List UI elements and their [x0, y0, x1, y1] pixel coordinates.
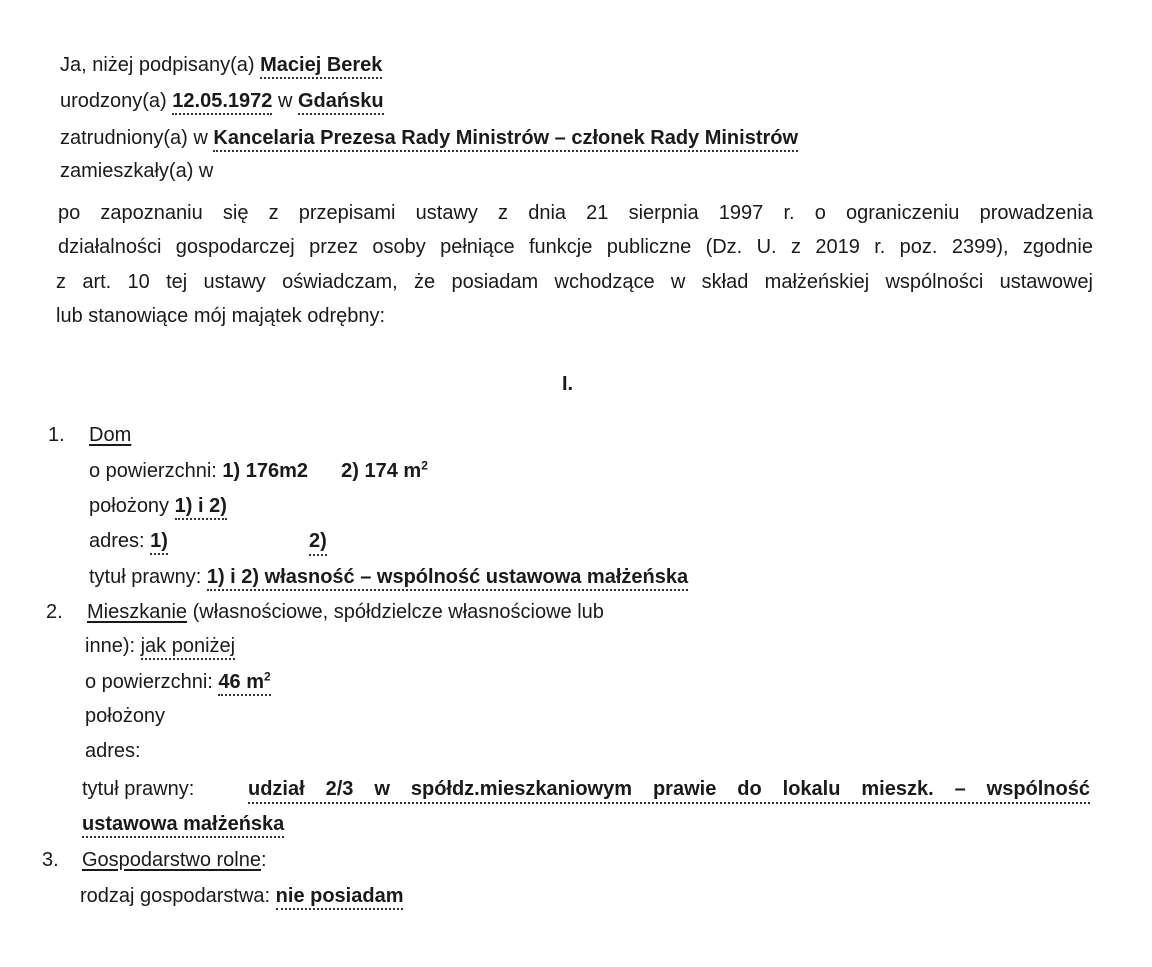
- item-2-title: Mieszkanie: [87, 601, 188, 623]
- declarant-name: Maciej Berek: [260, 54, 382, 79]
- item-2-title-value-2: ustawowa małżeńska: [82, 813, 284, 838]
- item-1-area-label: o powierzchni:: [89, 460, 217, 482]
- name-label: Ja, niżej podpisany(a): [60, 54, 255, 76]
- item-1-title-line: [89, 565, 688, 589]
- item-2-area-label: o powierzchni:: [85, 671, 213, 693]
- intro-line-2: działalności gospodarczej przez osoby pełniące funkcje publiczne (Dz. U. z 2019 r. poz. 2399), zgodnie: [58, 236, 1093, 258]
- item-2-title-rest: (własnościowe, spółdzielcze własnościowe lub: [192, 601, 604, 623]
- residence-label: zamieszkały(a) w: [60, 160, 214, 182]
- item-2-area-value: 46 $m^2$: [218, 671, 270, 696]
- item-1-title-value: 1) i 2) własność – wspólność ustawowa małżeńska: [207, 566, 688, 591]
- intro-line-3: z art. 10 tej ustawy oświadczam, że posiadam wchodzące w skład małżeńskiej wspólności ustawowej: [56, 271, 1093, 293]
- name-line: [60, 53, 382, 77]
- item-2-title-line-2: [82, 812, 284, 836]
- born-in-label: w: [277, 90, 293, 112]
- item-3-heading: Gospodarstwo rolne:: [82, 849, 267, 871]
- item-1-area-1: 1) 176m2: [222, 460, 309, 482]
- item-1-address-line: [89, 529, 168, 553]
- item-1-title-label: tytuł prawny:: [89, 566, 202, 588]
- item-2-area-line: [85, 670, 271, 694]
- item-2-address-label: adres:: [85, 740, 141, 762]
- section-title: I.: [562, 373, 574, 395]
- item-2-title-line-1: [82, 777, 1090, 804]
- item-3-type-label: rodzaj gospodarstwa:: [80, 885, 271, 907]
- born-label: urodzony(a): [60, 90, 167, 112]
- birth-date: 12.05.1972: [172, 90, 272, 115]
- intro-line-4: lub stanowiące mój majątek odrębny:: [56, 305, 386, 327]
- item-2-title-value-1: udział 2/3 w spółdz.mieszkaniowym prawie do lokalu mieszk. – wspólność: [248, 777, 1090, 804]
- item-1-located-line: [89, 494, 227, 518]
- item-2-other-label: inne):: [85, 635, 136, 657]
- employment-line: [60, 126, 798, 150]
- item-3-number: 3.: [42, 849, 59, 871]
- birth-line: [60, 89, 384, 113]
- item-1-area-line: [89, 459, 428, 483]
- item-1-number: 1.: [48, 424, 65, 446]
- item-2-other-line: [85, 634, 235, 658]
- item-3-type-line: [80, 884, 403, 908]
- birth-place: Gdańsku: [298, 90, 384, 115]
- item-2-heading: [87, 600, 604, 624]
- item-1-area-2: 2) 174 $m^2$: [341, 458, 428, 482]
- item-2-number: 2.: [46, 601, 63, 623]
- item-3-title: Gospodarstwo rolne: [82, 849, 261, 871]
- item-1-located-label: położony: [89, 495, 170, 517]
- employer: Kancelaria Prezesa Rady Ministrów – członek Rady Ministrów: [213, 127, 798, 152]
- item-1-title: Dom: [89, 424, 132, 446]
- residence-line: [60, 159, 213, 183]
- item-1-address-2: 2): [309, 529, 327, 556]
- item-2-located-label: położony: [85, 705, 166, 727]
- item-1-address-1: 1): [150, 530, 168, 555]
- item-1-address-label: adres:: [89, 530, 145, 552]
- item-1-located-value: 1) i 2): [175, 495, 227, 520]
- employed-label: zatrudniony(a) w: [60, 127, 208, 149]
- item-2-other-value: jak poniżej: [141, 635, 236, 660]
- item-3-type-value: nie posiadam: [276, 885, 404, 910]
- item-2-title-label: tytuł prawny:: [82, 778, 195, 800]
- intro-line-1: po zapoznaniu się z przepisami ustawy z dnia 21 sierpnia 1997 r. o ograniczeniu prowadzenia: [58, 202, 1093, 224]
